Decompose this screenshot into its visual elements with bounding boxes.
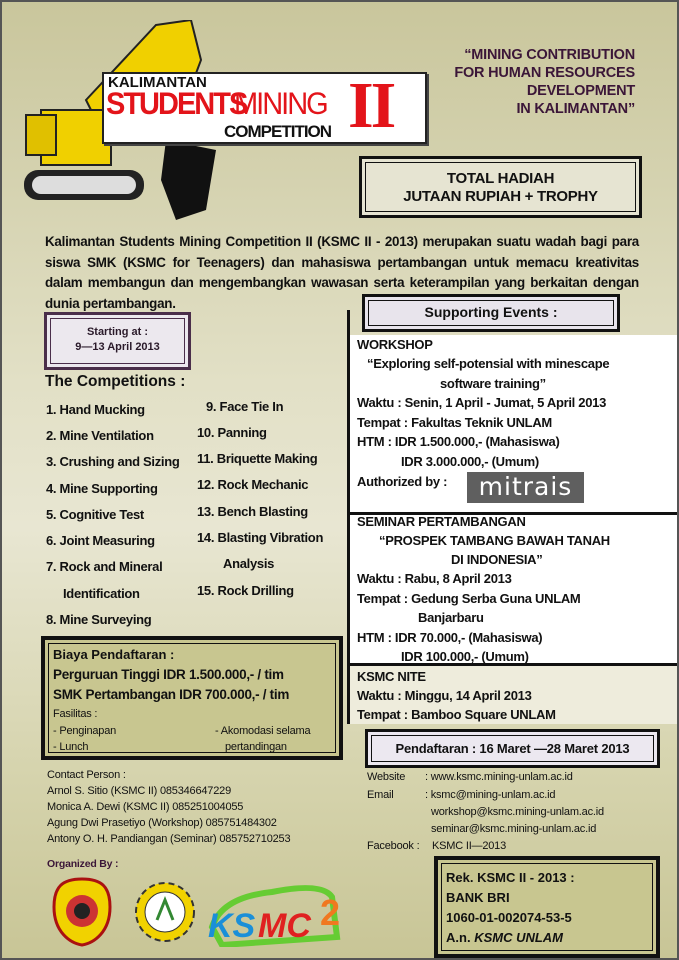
logo-kalimantan: KALIMANTAN — [108, 74, 207, 91]
facility-item: - Penginapan — [53, 725, 117, 737]
competition-item: 2. Mine Ventilation — [46, 428, 154, 443]
competition-item: Identification — [63, 586, 140, 601]
competition-item: 11. Briquette Making — [197, 451, 318, 466]
bank-title: Rek. KSMC II - 2013 : — [446, 870, 575, 885]
facilities-label: Fasilitas : — [53, 708, 98, 720]
slogan-line: IN KALIMANTAN” — [516, 101, 635, 117]
logo — [102, 69, 427, 144]
website-label: Website — [367, 771, 406, 783]
nite-time: Waktu : Minggu, 14 April 2013 — [357, 688, 532, 703]
competition-item: 14. Blasting Vibration — [197, 530, 324, 545]
contact-person: Monica A. Dewi (KSMC II) 085251004055 — [47, 801, 244, 813]
starting-dates: 9—13 April 2013 — [75, 341, 160, 353]
university-seal-icon — [52, 877, 112, 947]
email-link[interactable]: workshop@ksmc.mining-unlam.ac.id — [431, 806, 604, 818]
seminar-place: Tempat : Gedung Serba Guna UNLAM — [357, 591, 581, 606]
fees-university: Perguruan Tinggi IDR 1.500.000,- / tim — [53, 667, 284, 682]
divider — [347, 310, 350, 724]
svg-text:KS: KS — [208, 907, 256, 945]
prize-box — [359, 156, 642, 218]
competition-item: 15. Rock Drilling — [197, 583, 294, 598]
account-name: KSMC UNLAM — [474, 930, 564, 945]
supporting-events-title: Supporting Events : — [362, 294, 620, 332]
logo-competition: COMPETITION — [224, 122, 332, 141]
competition-item: 9. Face Tie In — [206, 399, 284, 414]
starting-date-box — [44, 312, 191, 370]
seminar-time: Waktu : Rabu, 8 April 2013 — [357, 571, 512, 586]
seminar-title: SEMINAR PERTAMBANGAN — [357, 514, 526, 529]
competition-item: 3. Crushing and Sizing — [46, 454, 180, 469]
starting-label: Starting at : — [86, 326, 149, 338]
organized-by-label: Organized By : — [47, 858, 119, 870]
competition-item: 6. Joint Measuring — [46, 533, 155, 548]
seminar-theme: “PROSPEK TAMBANG BAWAH TANAH — [379, 533, 610, 548]
mitrais-logo: mitrais — [467, 472, 584, 503]
bank-account-number: 1060-01-002074-53-5 — [446, 910, 572, 925]
registration-dates: Pendaftaran : 16 Maret —28 Maret 2013 — [365, 729, 660, 768]
competition-item: Analysis — [223, 556, 275, 571]
competition-item: 4. Mine Supporting — [46, 481, 158, 496]
workshop-fee: HTM : IDR 1.500.000,- (Mahasiswa) — [357, 434, 560, 449]
facility-item: pertandingan — [225, 741, 287, 753]
account-prefix: A.n. — [446, 930, 471, 945]
seminar-place: Banjarbaru — [418, 610, 484, 625]
logo-numeral: II — [348, 69, 394, 142]
website-link[interactable]: : www.ksmc.mining-unlam.ac.id — [425, 771, 573, 783]
competition-item: 5. Cognitive Test — [46, 507, 144, 522]
facility-item: - Lunch — [53, 741, 89, 753]
logo-mining: MINING — [234, 86, 327, 122]
contact-person: Agung Dwi Prasetiyo (Workshop) 085751484302 — [47, 817, 277, 829]
bank-name: BANK BRI — [446, 890, 510, 905]
slogan-line: FOR HUMAN RESOURCES — [454, 65, 635, 81]
workshop-fee: IDR 3.000.000,- (Umum) — [401, 454, 539, 469]
competition-item: 13. Bench Blasting — [197, 504, 308, 519]
intro-paragraph: Kalimantan Students Mining Competition II (KSMC II - 2013) merupakan suatu wadah bagi para siswa SMK (KSMC for Teenagers) dan mahasiswa pertambangan untuk memacu kreativitas dalam membangun dan mengembangkan wawasan serta keterampilan yang berkaitan dengan dunia pertambangan. — [45, 234, 639, 311]
competition-item: 10. Panning — [197, 425, 267, 440]
fees-smk: SMK Pertambangan IDR 700.000,- / tim — [53, 687, 290, 702]
bank-account-holder — [446, 928, 656, 948]
fees-title: Biaya Pendaftaran : — [53, 647, 175, 662]
facility-item: - Akomodasi selama — [215, 725, 311, 737]
workshop-theme: software training” — [440, 376, 546, 391]
competitions-title: The Competitions : — [45, 373, 186, 390]
bank-account-box — [434, 856, 660, 958]
svg-text:MC: MC — [258, 907, 311, 945]
workshop-place: Tempat : Fakultas Teknik UNLAM — [357, 415, 552, 430]
nite-title: KSMC NITE — [357, 669, 426, 684]
facebook-label: Facebook : — [367, 840, 420, 852]
faculty-gear-icon — [132, 880, 198, 944]
svg-text:2: 2 — [320, 892, 341, 933]
authorized-label: Authorized by : — [357, 474, 448, 489]
email-label: Email — [367, 789, 394, 801]
nite-place: Tempat : Bamboo Square UNLAM — [357, 707, 556, 722]
email-link[interactable]: : ksmc@mining-unlam.ac.id — [425, 789, 556, 801]
contact-title: Contact Person : — [47, 769, 126, 781]
facebook-link[interactable]: KSMC II—2013 — [432, 840, 507, 852]
slogan — [454, 46, 635, 118]
workshop-title: WORKSHOP — [357, 337, 433, 352]
fees-box — [41, 636, 343, 760]
workshop-time: Waktu : Senin, 1 April - Jumat, 5 April 2013 — [357, 395, 607, 410]
logo-students: STUDENTS — [106, 86, 247, 122]
prize-detail: JUTAAN RUPIAH + TROPHY — [403, 188, 598, 205]
slogan-line: DEVELOPMENT — [526, 83, 635, 99]
seminar-fee: IDR 100.000,- (Umum) — [401, 649, 529, 664]
seminar-fee: HTM : IDR 70.000,- (Mahasiswa) — [357, 630, 543, 645]
prize-title: TOTAL HADIAH — [446, 170, 555, 187]
email-link[interactable]: seminar@ksmc.mining-unlam.ac.id — [431, 823, 597, 835]
competition-item: 7. Rock and Mineral — [46, 559, 163, 574]
competition-item: 8. Mine Surveying — [46, 612, 152, 627]
contact-person: Arnol S. Sitio (KSMC II) 085346647229 — [47, 785, 231, 797]
workshop-theme: “Exploring self-potensial with minescape — [367, 356, 610, 371]
competition-item: 1. Hand Mucking — [46, 402, 145, 417]
contact-block — [47, 767, 290, 847]
slogan-line: “MINING CONTRIBUTION — [464, 47, 635, 63]
contact-person: Antony O. H. Pandiangan (Seminar) 085752710253 — [47, 833, 291, 845]
seminar-theme: DI INDONESIA” — [451, 552, 543, 567]
competition-item: 12. Rock Mechanic — [197, 477, 309, 492]
ksmc2-logo — [202, 877, 352, 947]
